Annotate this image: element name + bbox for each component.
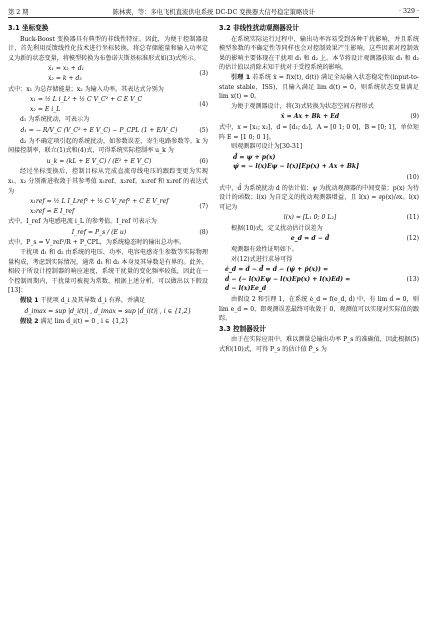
equation-7-line-1: x₁ref = ½ L I_Lref² + ½ C V_ref² + C E V_ref	[30, 198, 169, 206]
header-rule	[8, 17, 419, 18]
equation-7	[8, 197, 208, 216]
equation-number: (11)	[406, 214, 419, 222]
running-title: 陈林爽，等：多电飞机直流供电系统 DC-DC 变换器大信号稳定策略设计	[112, 8, 315, 16]
equation-4	[8, 95, 208, 114]
equation-6	[8, 157, 208, 167]
assumption-1-text: 干扰项 d_i 及其导数 ḋ_i 有界，并满足	[40, 297, 146, 305]
section-3-3-title: 3.3 控制器设计	[219, 324, 266, 333]
section-3-1-title: 3.1 坐标变换	[8, 24, 49, 32]
assumption-1-label: 假设 1	[20, 297, 39, 305]
paragraph: 观测器有效性证明如下。	[231, 246, 299, 254]
equation-9	[219, 112, 419, 122]
paragraph: 由假设 2 和引理 1，在系统 ė_d = f(e_d, ḋ) 中，有 lim ḋ = 0，则 lim e_d = 0，即观测误差最终可收敛于 0，观测值可以实现对实际值的跟踪。	[219, 296, 419, 323]
paragraph: 式中，d̂ 为系统扰动 d 的估计值；ψ 为扰动观测器的中间变量；p(x) 为待设计的函数；l(x) 为自定义的扰动观测器增益，且 l(x) = ∂p(x)/∂x。l(x) 可记为	[219, 184, 419, 211]
equation-number: (13)	[406, 275, 419, 283]
paragraph: 式中，x = [x₁; x₂]，d = [d₁; d₂]，A = [0 1; 0 0]，B = [0; 1]，单位矩阵 E = [1 0; 0 1]。	[219, 123, 419, 141]
paragraph: 干扰项 d₁ 和 d₂ 由系统的电压、功率、电容电感寄生参数等实际物理量构成，考虑到实际情况，通常 d₁ 和 d₂ 本身及其导数是有界的。此外，相较于所设计控制器的响应速度，系统干扰量的变化频率较低，因此在一个控制周期内，干扰量可被视为常数。根据上述分析，可以做出以下假设[13]：	[8, 249, 208, 295]
lemma-1	[219, 73, 419, 102]
assumption-1-equation-body: d_imax = sup |d_i(t)| , ḋ_imax = sup |ḋ_i(t)| , i ∈ {1,2}	[24, 307, 192, 315]
equation-number: (6)	[199, 157, 208, 165]
equation-5-body: d₁ = − R/V_C (V_C² + E V_C) − P_CPL (1 + E/V_C)	[20, 126, 178, 134]
equation-10-number-row	[219, 173, 419, 183]
equation-8	[8, 228, 208, 238]
paragraph: 则观测器可设计为[30-31]	[231, 143, 303, 151]
assumption-2-label: 假设 2	[20, 318, 39, 326]
assumption-1	[8, 296, 208, 306]
paragraph: 在系统实际运行过程中，输出功率容易受到各种干扰影响，并且系统模型参数的不确定性等同样也会对控制效果产生影响，这些因素对控制效果的影响主要体现在干扰项 d₁ 和 d₂ 上。本节将设计观测器获取 d₁ 和 d₂ 的估计值以消除未知干扰对于受控系统的影响。	[219, 35, 419, 72]
equation-13-line-1: ė_d = ḋ − d̂̇ = ḋ − (ψ̇ + ṗ(x)) =	[225, 266, 329, 274]
paragraph: 经过坐标变换后，控制目标从完成直流母线电压的跟踪变更为实现 x₁、x₂ 分别渐进收敛于其参考值 x₁ref、x₂ref。x₁ref 和 x₂ref 的表达式为	[8, 168, 208, 195]
issue-label: 第 2 期	[8, 8, 29, 16]
equation-12-body: e_d = d − d̂	[290, 235, 330, 243]
paragraph: 对(12)式进行求导可得	[231, 255, 293, 263]
paragraph: Buck-Boost 变换器具有典型的非线性特征。因此，为便于控制器设计，首先利用反馈线性化技术进行坐标转换，将总存储能量和输入功率定义为新的状态变量，将模型转换为布鲁诺夫斯基标准形式如(3)式所示。	[8, 35, 208, 62]
equation-7-line-2: x₂ref = E I_ref	[30, 207, 75, 215]
paragraph: 由于在实际应用中，难以测量总输出功率 P_s 的准确值，因此根据(5)式和(10)式，可得 P_s 的估计值 P̂_s 为	[219, 336, 419, 353]
paragraph: 根据(10)式，定义扰动估计误差为	[231, 224, 323, 232]
equation-13-line-3: ḋ − l(x)Ee_d	[225, 285, 267, 293]
equation-11	[219, 213, 419, 223]
equation-number: (10)	[406, 173, 419, 181]
right-column	[219, 23, 419, 355]
equation-10	[219, 153, 419, 172]
assumption-2-text: 满足 lim ḋ_i(t) = 0 , i ∈ {1,2}	[40, 318, 129, 326]
equation-13-line-2: ḋ − (− l(x)Eψ − l(x)Ep(x) + l(x)Ed) =	[225, 275, 351, 283]
equation-3-line-1: ẋ₁ = x₂ + d₁	[48, 65, 85, 73]
paragraph: d₂ 为不确定项引起的系统扰动，如参数误差、寄生电路参数等。k 为间接控制率，联立(1)式和(4)式，可得系统实际控制率 u_k 为	[8, 137, 208, 155]
equation-number: (4)	[199, 100, 208, 108]
equation-12	[219, 234, 419, 244]
equation-5	[8, 126, 208, 136]
left-column	[8, 23, 208, 327]
equation-3-line-2: ẋ₂ = k + d₂	[48, 74, 82, 82]
equation-8-body: I_ref = P_s / (E u)	[71, 228, 127, 236]
equation-4-line-1: x₁ = ½ L i_L² + ½ C V_C² + C E V_C	[30, 96, 143, 104]
equation-10-line-1: d̂ = ψ + p(x)	[233, 153, 276, 161]
equation-number: (12)	[406, 235, 419, 243]
paragraph: 式中，P_s = V_ref²/R + P_CPL，为系统稳态时的输出总功率。	[8, 239, 186, 247]
equation-number: (5)	[199, 126, 208, 134]
equation-13	[219, 265, 419, 294]
equation-number: (9)	[410, 113, 419, 121]
equation-4-line-2: x₂ = E i_L	[30, 105, 61, 113]
equation-number: (7)	[199, 202, 208, 210]
equation-6-body: u_k = (kL + E V_C) / (E² + E V_C)	[46, 157, 152, 165]
paragraph: d₁ 为系统扰动，可表示为	[20, 116, 90, 124]
equation-9-body: ẋ = Ax + Bk + Ed	[280, 113, 340, 121]
paragraph: 式中，I_ref 为电感电流 i_L 的参考值。I_ref 可表示为	[8, 218, 157, 226]
equation-number: (8)	[199, 228, 208, 236]
paragraph: 为便于观测器设计，将(3)式转换为状态空间方程形式	[231, 102, 374, 110]
equation-10-line-2: ψ̇ = − l(x)Eψ − l(x)[Ep(x) + Ax + Bk]	[233, 163, 359, 171]
running-header	[8, 6, 419, 16]
lemma-1-text: 若系统 ẋ = f(x(t), d(t)) 满足全局输入状态稳定性(input-to-state stable，ISS)，且输入满足 lim d(t) = 0，则系统状态变量满足 lim x(t) = 0。	[219, 73, 419, 101]
assumption-1-equation	[8, 307, 208, 317]
paragraph: 式中：x₁ 为总存储能量；x₂ 为输入功率。其表达式分别为	[8, 85, 164, 93]
equation-number: (3)	[199, 70, 208, 78]
section-3-2-title: 3.2 非线性扰动观测器设计	[219, 24, 299, 32]
lemma-1-label: 引理 1	[231, 73, 251, 81]
page-number: · 329 ·	[398, 7, 419, 15]
equation-11-body: l(x) = [L₁ 0; 0 L₂]	[283, 214, 337, 222]
equation-3	[8, 64, 208, 83]
assumption-2	[8, 317, 208, 327]
